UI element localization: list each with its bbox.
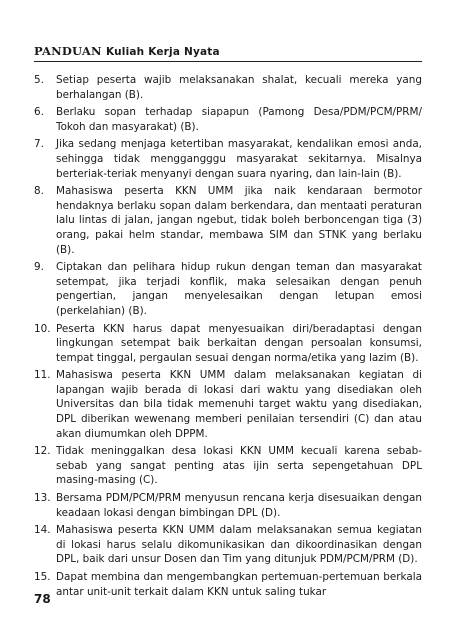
item-number: 5. [34, 74, 44, 86]
list-item [34, 184, 422, 257]
header-title: PANDUAN [34, 44, 102, 58]
list-item [34, 491, 422, 520]
item-text: Mahasiswa peserta KKN UMM jika naik kendaraan bermotor hendaknya berlaku sopan dalam berkendara, dan mentaati peraturan lalu lintas di jalan, jangan ngebut, tidak boleh berboncengan tiga (3) orang, pakai helm standar, membawa SIM dan STNK yang berlaku (B). [56, 185, 422, 256]
item-number: 15. [34, 571, 51, 583]
list-item [34, 105, 422, 134]
list-item [34, 322, 422, 366]
header-subtitle: Kuliah Kerja Nyata [105, 46, 220, 58]
item-text: Berlaku sopan terhadap siapapun (Pamong Desa/PDM/PCM/PRM/ Tokoh dan masyarakat) (B). [56, 106, 422, 133]
list-item [34, 523, 422, 567]
list-item [34, 570, 422, 599]
list-item [34, 73, 422, 102]
rules-list [34, 73, 422, 602]
item-text: Jika sedang menjaga ketertiban masyarakat, kendalikan emosi anda, sehingga tidak menggangggu masyarakat sekitarnya. Misalnya berteriak-teriak menyanyi dengan suara nyaring, dan lain-lain (B). [56, 138, 422, 180]
item-number: 6. [34, 106, 44, 119]
item-text: Ciptakan dan pelihara hidup rukun dengan teman dan masyarakat setempat, jika terjadi konflik, maka selesaikan dengan penuh pengertian, jangan menyelesaikan dengan letupan emosi (perkelahian) (B). [56, 261, 422, 317]
item-text: Bersama PDM/PCM/PRM menyusun rencana kerja disesuaikan dengan keadaan lokasi dengan bimbingan DPL (D). [56, 492, 422, 519]
item-text: Peserta KKN harus dapat menyesuaikan diri/beradaptasi dengan lingkungan setempat baik berkaitan dengan persoalan konsumsi, tempat tinggal, pergaulan sesuai dengan norma/etika yang lazim (B). [56, 322, 422, 364]
item-text: Setiap peserta wajib melaksanakan shalat, kecuali mereka yang berhalangan (B). [56, 74, 422, 101]
item-number: 14. [34, 524, 51, 537]
list-item [34, 444, 422, 488]
header-rule [34, 61, 422, 62]
list-item [34, 260, 422, 318]
item-number: 8. [34, 185, 44, 198]
item-number: 12. [34, 445, 51, 458]
list-item [34, 368, 422, 441]
item-number: 13. [34, 492, 51, 505]
item-number: 7. [34, 138, 44, 151]
item-text: Dapat membina dan mengembangkan pertemuan-pertemuan berkala antar unit-unit terkait dalam KKN untuk saling tukar [56, 571, 422, 598]
item-text: Mahasiswa peserta KKN UMM dalam melaksanakan semua kegiatan di lokasi harus selalu dikomunikasikan dan dikoordinasikan dengan DPL, baik dari unsur Dosen dan Tim yang ditunjuk PDM/PCM/PRM (D). [56, 524, 422, 566]
item-number: 11. [34, 369, 51, 382]
item-text: Mahasiswa peserta KKN UMM dalam melaksanakan kegiatan di lapangan wajib berada di lokasi dari waktu yang disediakan oleh Universitas dan bila tidak memenuhi target waktu yang disediakan, DPL diberikan wewenang memberi penilaian tersendiri (C) dan atau akan diumumkan oleh DPPM. [56, 369, 422, 440]
running-header [34, 44, 426, 58]
item-text: Tidak meninggalkan desa lokasi KKN UMM kecuali karena sebab-sebab yang sangat penting atas ijin serta sepengetahuan DPL masing-masing (C). [56, 445, 422, 487]
item-number: 10. [34, 322, 51, 335]
list-item [34, 137, 422, 181]
page-number: 78 [34, 592, 51, 606]
item-number: 9. [34, 261, 44, 274]
